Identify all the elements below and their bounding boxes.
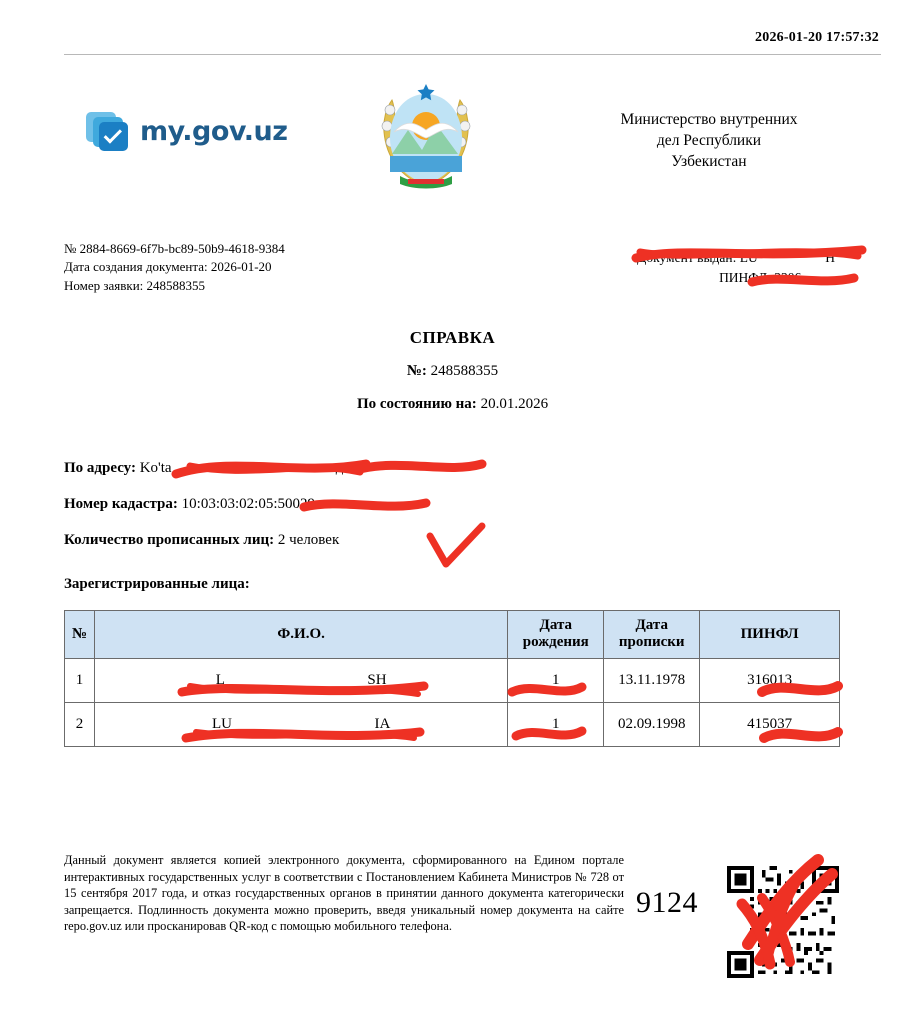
cell-fio-start: L bbox=[215, 671, 225, 688]
document-created-date: Дата создания документа: 2026-01-20 bbox=[64, 259, 272, 275]
cell-fio-redacted bbox=[225, 672, 368, 688]
issued-to-row bbox=[637, 248, 835, 268]
checkbox-stack-icon bbox=[86, 110, 132, 152]
footer-document-code: 9124 bbox=[636, 886, 698, 919]
registered-persons-heading: Зарегистрированные лица: bbox=[64, 576, 250, 592]
mygovuz-logo bbox=[86, 110, 287, 152]
document-asof-label: По состоянию на: bbox=[356, 396, 477, 412]
cell-fio bbox=[94, 702, 507, 746]
cell-fio-redacted bbox=[232, 716, 375, 732]
column-header-birthdate-line2: рождения bbox=[522, 634, 589, 651]
cadastre-label: Номер кадастра: bbox=[64, 496, 178, 512]
resident-count-field bbox=[64, 532, 844, 549]
registered-persons-table bbox=[64, 610, 840, 747]
document-header bbox=[64, 80, 865, 200]
cell-number: 2 bbox=[65, 702, 95, 746]
resident-count-label: Количество прописанных лиц: bbox=[64, 532, 275, 548]
document-meta-right bbox=[637, 248, 835, 289]
cell-birthdate: 1 bbox=[508, 658, 604, 702]
cell-fio bbox=[94, 658, 507, 702]
issued-to-pinfl-label: ПИНФЛ: bbox=[719, 270, 771, 286]
column-header-regdate-line1: Дата bbox=[635, 617, 668, 633]
resident-count-value: 2 человек bbox=[277, 532, 340, 548]
cell-fio-end: SH bbox=[367, 671, 387, 688]
qr-code-icon bbox=[727, 866, 839, 978]
footer-disclaimer: Данный документ является копией электронного документа, сформированного на Едином портале интерактивных государственных услуг в соответствии с Постановлением Кабинета Министров № 728 от 15 сентября 2017 года, и отказ государственных органов в принятии данного документа категорически запрещается. Подлинность документа можно проверить, введя уникальный номер документа на сайте repo.gov.uz или просканировав QR-код с помощью мобильного телефона. bbox=[64, 853, 624, 934]
address-field bbox=[64, 460, 844, 477]
document-asof-line bbox=[0, 396, 905, 413]
ministry-line-1: Министерство внутренних bbox=[620, 111, 798, 128]
cell-pinfl: 316013 bbox=[700, 658, 840, 702]
cell-pinfl: 415037 bbox=[700, 702, 840, 746]
header-divider bbox=[64, 54, 881, 55]
column-header-pinfl: ПИНФЛ bbox=[700, 611, 840, 659]
address-tail: хонадон bbox=[306, 460, 359, 476]
screenshot-timestamp-bar bbox=[0, 28, 905, 52]
cadastre-value: 10:03:03:02:05:5002 bbox=[181, 496, 308, 512]
page-title: СПРАВКА bbox=[409, 328, 496, 347]
cadastre-field bbox=[64, 496, 844, 513]
cell-regdate: 13.11.1978 bbox=[604, 658, 700, 702]
column-header-birthdate-line1: Дата bbox=[539, 617, 572, 633]
column-header-birthdate bbox=[508, 611, 604, 659]
issued-to-label: Документ выдан: bbox=[637, 250, 737, 265]
address-redacted-gap bbox=[172, 460, 307, 476]
document-request-number: Номер заявки: 248588355 bbox=[64, 277, 206, 293]
screenshot-timestamp: 2026-01-20 17:57:32 bbox=[755, 30, 879, 45]
address-label: По адресу: bbox=[64, 460, 136, 476]
document-number-label: №: bbox=[406, 363, 427, 379]
table-row bbox=[65, 658, 840, 702]
logo-text: my.gov.uz bbox=[140, 115, 288, 147]
cell-fio-start: LU bbox=[211, 715, 232, 732]
issued-to-value: LU bbox=[739, 250, 758, 265]
cell-fio-end: IA bbox=[374, 715, 391, 732]
document-number-line bbox=[0, 363, 905, 380]
address-value: Ko'ta bbox=[139, 460, 172, 476]
table-header-row bbox=[65, 611, 840, 659]
ministry-line-3: Узбекистан bbox=[671, 152, 747, 170]
document-number-value: 248588355 bbox=[430, 363, 499, 379]
document-meta-left bbox=[64, 240, 285, 295]
column-header-fio: Ф.И.О. bbox=[94, 611, 507, 659]
document-uuid: № 2884-8669-6f7b-bc89-50b9-4618-9384 bbox=[64, 241, 285, 256]
issued-to-redacted-tail bbox=[758, 250, 826, 265]
column-header-regdate bbox=[604, 611, 700, 659]
issued-to-pinfl-value: 3306 bbox=[774, 270, 802, 286]
cell-regdate: 02.09.1998 bbox=[604, 702, 700, 746]
ministry-line-2: дел Республики bbox=[656, 131, 762, 149]
table-row bbox=[65, 702, 840, 746]
pinfl-redacted-tail bbox=[801, 270, 835, 285]
uzbekistan-coat-of-arms-icon bbox=[374, 80, 478, 192]
ministry-name bbox=[564, 110, 854, 173]
issued-to-pinfl-row bbox=[637, 268, 835, 288]
cadastre-tail: 9 bbox=[307, 496, 315, 512]
document-asof-value: 20.01.2026 bbox=[480, 396, 549, 412]
cell-number: 1 bbox=[65, 658, 95, 702]
column-header-number: № bbox=[65, 611, 95, 659]
cell-birthdate: 1 bbox=[508, 702, 604, 746]
column-header-regdate-line2: прописки bbox=[618, 634, 685, 651]
issued-to-tail: H bbox=[825, 250, 835, 265]
document-fields bbox=[64, 460, 844, 568]
